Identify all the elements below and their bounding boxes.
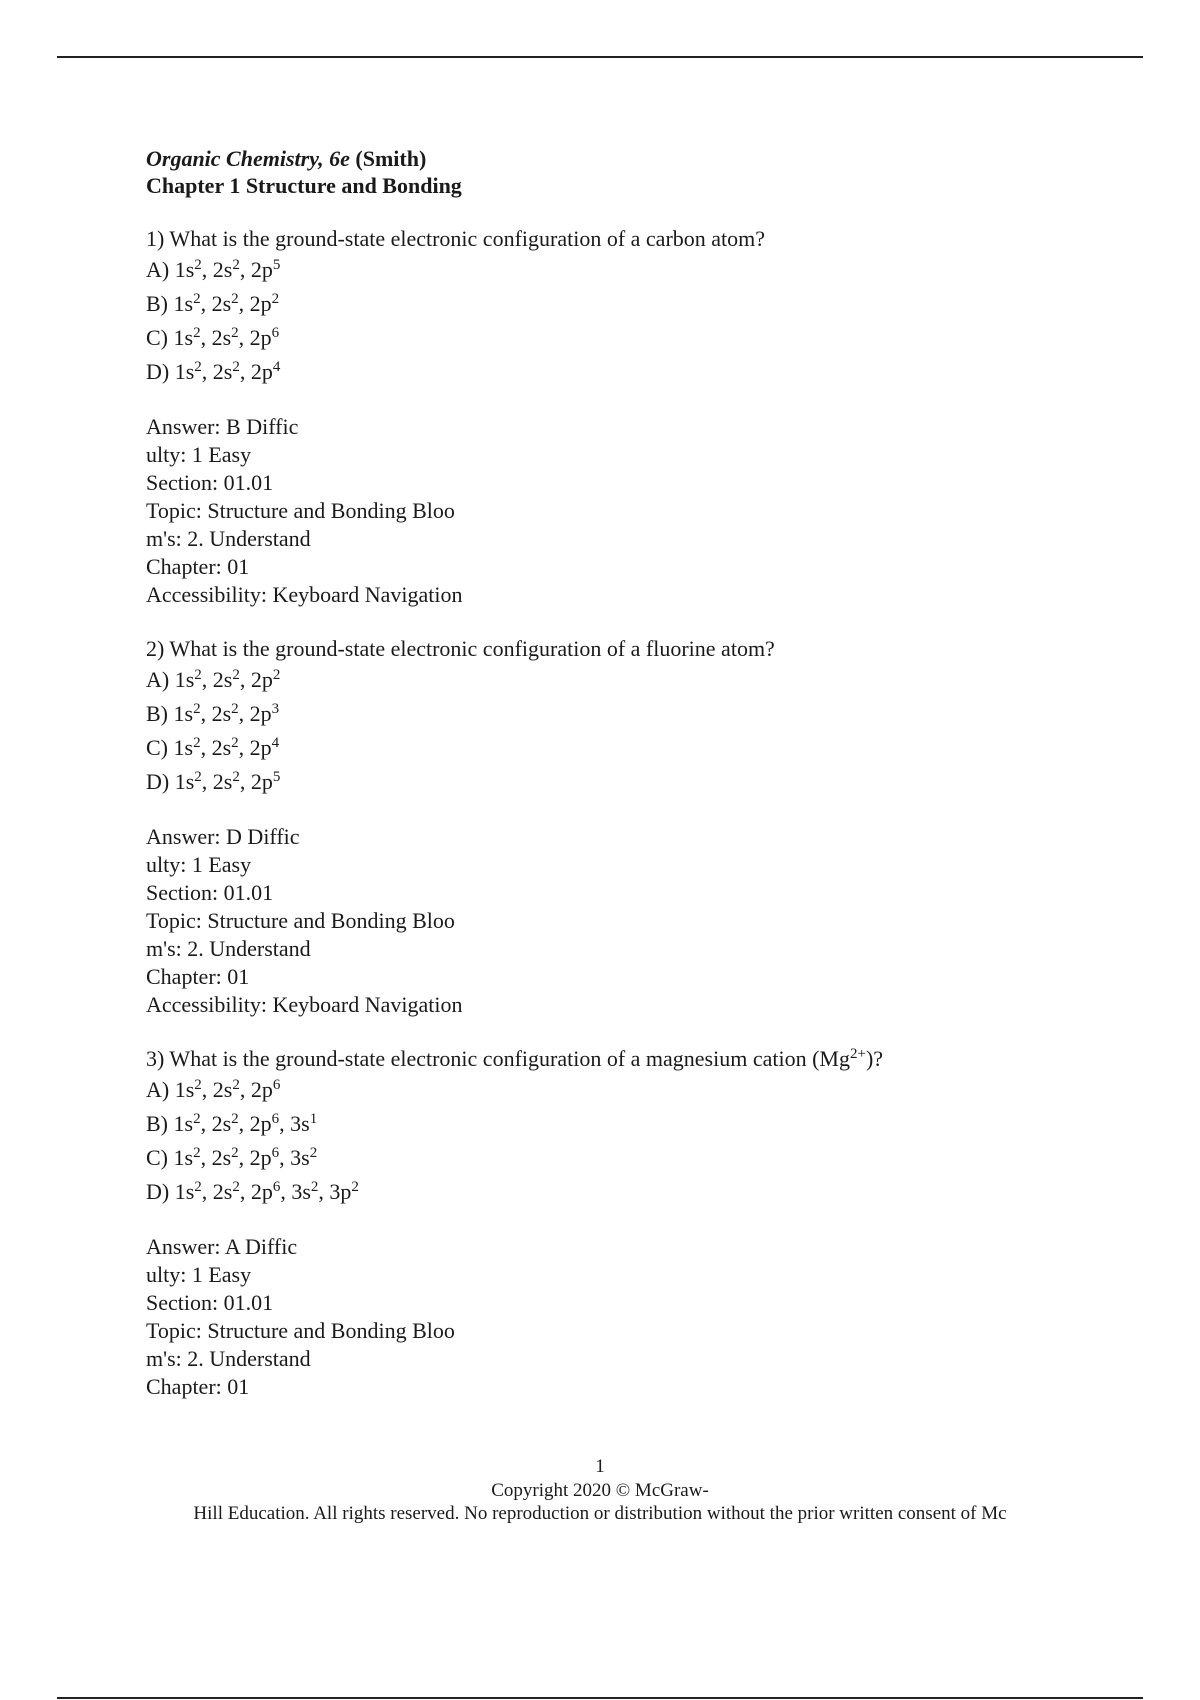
section-line: Section: 01.01 — [146, 880, 274, 905]
page-number: 1 — [595, 1456, 605, 1477]
blooms-line: m's: 2. Understand — [146, 936, 311, 961]
copyright-line-2: Hill Education. All rights reserved. No reproduction or distribution without the prior written consent of Mc — [193, 1503, 1007, 1524]
chapter-line: Chapter: 01 — [146, 554, 250, 579]
answer-line: Answer: D Diffic — [146, 824, 300, 849]
answer-line: Answer: A Diffic — [146, 1234, 298, 1259]
option-d: D) $1s^2$, $2s^2$, $2p^6$, $3s^2$, $3p^2$ — [146, 1179, 359, 1204]
option-c: C) $1s^2$, $2s^2$, $2p^6$ — [146, 325, 280, 350]
option-c: C) $1s^2$, $2s^2$, $2p^4$ — [146, 735, 280, 760]
question-text: 2) What is the ground-state electronic configuration of a fluorine atom? — [146, 636, 775, 661]
question-3 — [146, 1045, 1106, 1401]
difficulty-line: ulty: 1 Easy — [146, 442, 252, 467]
difficulty-line: ulty: 1 Easy — [146, 852, 252, 877]
chapter-line: Chapter: 01 — [146, 964, 250, 989]
chapter-title: Chapter 1 Structure and Bonding — [146, 173, 462, 198]
option-c: C) $1s^2$, $2s^2$, $2p^6$, $3s^2$ — [146, 1145, 318, 1170]
top-rule — [57, 56, 1143, 58]
option-d: D) $1s^2$, $2s^2$, $2p^4$ — [146, 359, 281, 384]
chapter-line: Chapter: 01 — [146, 1374, 250, 1399]
topic-line: Topic: Structure and Bonding Bloo — [146, 1318, 455, 1343]
topic-line: Topic: Structure and Bonding Bloo — [146, 498, 455, 523]
answer-metadata — [146, 823, 1106, 1019]
book-author: (Smith) — [355, 146, 427, 171]
topic-line: Topic: Structure and Bonding Bloo — [146, 908, 455, 933]
difficulty-line: ulty: 1 Easy — [146, 1262, 252, 1287]
question-text: 3) What is the ground-state electronic configuration of a magnesium cation $(Mg^{2+})$? — [146, 1046, 884, 1071]
section-line: Section: 01.01 — [146, 1290, 274, 1315]
book-title-line — [146, 145, 1106, 172]
blooms-line: m's: 2. Understand — [146, 1346, 311, 1371]
answer-line: Answer: B Diffic — [146, 414, 299, 439]
option-a: A) $1s^2$, $2s^2$, $2p^5$ — [146, 257, 281, 282]
answer-metadata — [146, 1233, 1106, 1401]
option-b: B) $1s^2$, $2s^2$, $2p^3$ — [146, 701, 280, 726]
option-d: D) $1s^2$, $2s^2$, $2p^5$ — [146, 769, 281, 794]
question-2 — [146, 635, 1106, 1019]
question-text: 1) What is the ground-state electronic configuration of a carbon atom? — [146, 226, 766, 251]
bottom-rule — [57, 1697, 1143, 1699]
option-b: B) $1s^2$, $2s^2$, $2p^6$, $3s^1$ — [146, 1111, 318, 1136]
option-a: A) $1s^2$, $2s^2$, $2p^2$ — [146, 667, 281, 692]
book-title: Organic Chemistry, 6e — [146, 146, 350, 171]
copyright-line-1: Copyright 2020 © McGraw- — [491, 1480, 709, 1501]
document-body — [146, 145, 1106, 1401]
blooms-line: m's: 2. Understand — [146, 526, 311, 551]
section-line: Section: 01.01 — [146, 470, 274, 495]
accessibility-line: Accessibility: Keyboard Navigation — [146, 582, 463, 607]
option-a: A) $1s^2$, $2s^2$, $2p^6$ — [146, 1077, 281, 1102]
accessibility-line: Accessibility: Keyboard Navigation — [146, 992, 463, 1017]
question-1 — [146, 225, 1106, 609]
option-b: B) $1s^2$, $2s^2$, $2p^2$ — [146, 291, 280, 316]
answer-metadata — [146, 413, 1106, 609]
